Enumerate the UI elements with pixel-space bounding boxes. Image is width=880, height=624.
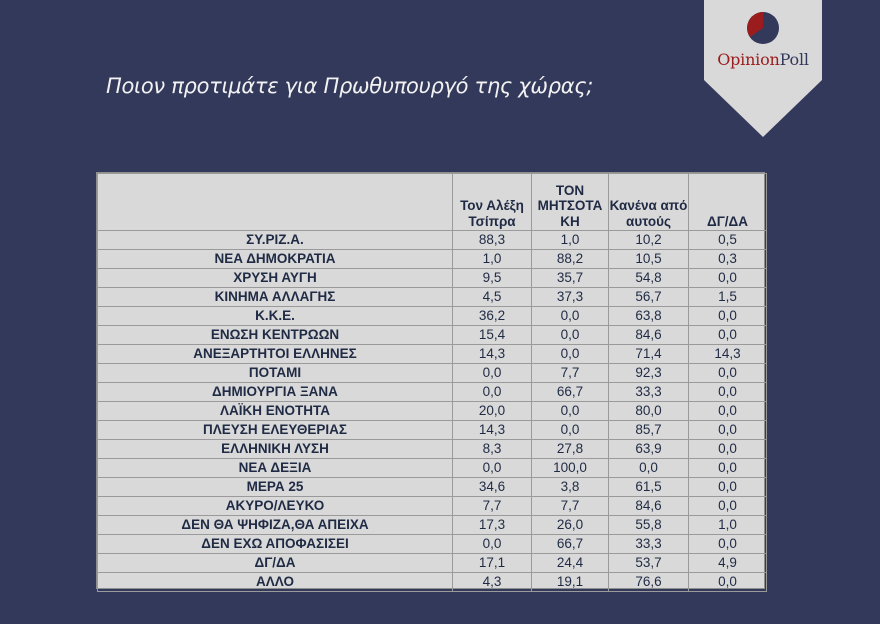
row-value: 66,7 bbox=[532, 535, 609, 554]
table-row bbox=[98, 402, 767, 421]
row-label: ΑΝΕΞΑΡΤΗΤΟΙ ΕΛΛΗΝΕΣ bbox=[98, 345, 453, 364]
row-value: 0,0 bbox=[453, 364, 532, 383]
row-value: 7,7 bbox=[532, 497, 609, 516]
row-value: 0,0 bbox=[689, 478, 767, 497]
row-value: 17,1 bbox=[453, 554, 532, 573]
logo-text-opinion: Opinion bbox=[717, 50, 780, 69]
table-row bbox=[98, 383, 767, 402]
row-value: 0,0 bbox=[532, 307, 609, 326]
table-row bbox=[98, 231, 767, 250]
row-value: 0,0 bbox=[453, 459, 532, 478]
row-value: 10,2 bbox=[609, 231, 689, 250]
row-value: 54,8 bbox=[609, 269, 689, 288]
row-value: 0,0 bbox=[689, 535, 767, 554]
table-row bbox=[98, 421, 767, 440]
row-value: 4,3 bbox=[453, 573, 532, 592]
header-tsipras: Τον Αλέξη Τσίπρα bbox=[453, 174, 532, 231]
row-label: ΔΕΝ ΘΑ ΨΗΦΙΖΑ,ΘΑ ΑΠΕΙΧΑ bbox=[98, 516, 453, 535]
row-label: ΕΝΩΣΗ ΚΕΝΤΡΩΩΝ bbox=[98, 326, 453, 345]
row-value: 36,2 bbox=[453, 307, 532, 326]
row-value: 0,0 bbox=[689, 364, 767, 383]
row-value: 20,0 bbox=[453, 402, 532, 421]
row-value: 4,5 bbox=[453, 288, 532, 307]
results-table-container bbox=[96, 172, 765, 589]
table-row bbox=[98, 307, 767, 326]
row-label: ΝΕΑ ΔΗΜΟΚΡΑΤΙΑ bbox=[98, 250, 453, 269]
row-value: 92,3 bbox=[609, 364, 689, 383]
row-value: 0,0 bbox=[689, 421, 767, 440]
row-value: 14,3 bbox=[453, 345, 532, 364]
logo-text-poll: Poll bbox=[779, 50, 809, 69]
header-none: Κανένα από αυτούς bbox=[609, 174, 689, 231]
table-row bbox=[98, 269, 767, 288]
logo-banner-icon bbox=[704, 0, 822, 138]
row-value: 34,6 bbox=[453, 478, 532, 497]
row-value: 0,0 bbox=[689, 383, 767, 402]
row-label: ΑΛΛΟ bbox=[98, 573, 453, 592]
table-row bbox=[98, 478, 767, 497]
row-value: 0,0 bbox=[689, 573, 767, 592]
row-value: 63,8 bbox=[609, 307, 689, 326]
row-value: 1,5 bbox=[689, 288, 767, 307]
row-value: 0,0 bbox=[532, 421, 609, 440]
row-value: 84,6 bbox=[609, 497, 689, 516]
page-title: Ποιον προτιμάτε για Πρωθυπουργό της χώρας; bbox=[106, 74, 594, 98]
table-row bbox=[98, 288, 767, 307]
row-value: 0,0 bbox=[689, 326, 767, 345]
row-value: 0,0 bbox=[453, 383, 532, 402]
row-value: 56,7 bbox=[609, 288, 689, 307]
row-value: 0,0 bbox=[532, 402, 609, 421]
row-value: 9,5 bbox=[453, 269, 532, 288]
row-value: 26,0 bbox=[532, 516, 609, 535]
row-value: 0,0 bbox=[689, 269, 767, 288]
row-value: 0,5 bbox=[689, 231, 767, 250]
row-value: 7,7 bbox=[453, 497, 532, 516]
table-row bbox=[98, 497, 767, 516]
row-value: 61,5 bbox=[609, 478, 689, 497]
table-row bbox=[98, 535, 767, 554]
table-row bbox=[98, 516, 767, 535]
table-row bbox=[98, 326, 767, 345]
row-label: ΠΛΕΥΣΗ ΕΛΕΥΘΕΡΙΑΣ bbox=[98, 421, 453, 440]
row-label: ΜΕΡΑ 25 bbox=[98, 478, 453, 497]
row-value: 88,3 bbox=[453, 231, 532, 250]
row-label: ΣΥ.ΡΙΖ.Α. bbox=[98, 231, 453, 250]
row-value: 24,4 bbox=[532, 554, 609, 573]
row-label: ΔΓ/ΔΑ bbox=[98, 554, 453, 573]
row-value: 76,6 bbox=[609, 573, 689, 592]
row-value: 0,0 bbox=[453, 535, 532, 554]
row-value: 1,0 bbox=[532, 231, 609, 250]
row-value: 10,5 bbox=[609, 250, 689, 269]
row-value: 0,3 bbox=[689, 250, 767, 269]
row-label: ΔΗΜΙΟΥΡΓΙΑ ΞΑΝΑ bbox=[98, 383, 453, 402]
table-header-row bbox=[98, 174, 767, 231]
row-value: 66,7 bbox=[532, 383, 609, 402]
row-value: 37,3 bbox=[532, 288, 609, 307]
row-value: 0,0 bbox=[689, 402, 767, 421]
results-table bbox=[97, 173, 767, 592]
row-value: 63,9 bbox=[609, 440, 689, 459]
row-value: 14,3 bbox=[689, 345, 767, 364]
row-value: 0,0 bbox=[689, 497, 767, 516]
row-value: 0,0 bbox=[689, 459, 767, 478]
row-value: 88,2 bbox=[532, 250, 609, 269]
row-value: 19,1 bbox=[532, 573, 609, 592]
row-value: 35,7 bbox=[532, 269, 609, 288]
header-party bbox=[98, 174, 453, 231]
row-value: 100,0 bbox=[532, 459, 609, 478]
row-label: ΧΡΥΣΗ ΑΥΓΗ bbox=[98, 269, 453, 288]
table-row bbox=[98, 364, 767, 383]
header-mitsotakis: ΤΟΝ ΜΗΤΣΟΤΑ ΚΗ bbox=[532, 174, 609, 231]
table-row bbox=[98, 459, 767, 478]
row-value: 71,4 bbox=[609, 345, 689, 364]
table-row bbox=[98, 345, 767, 364]
row-label: ΑΚΥΡΟ/ΛΕΥΚΟ bbox=[98, 497, 453, 516]
row-value: 53,7 bbox=[609, 554, 689, 573]
row-value: 7,7 bbox=[532, 364, 609, 383]
row-label: ΝΕΑ ΔΕΞΙΑ bbox=[98, 459, 453, 478]
row-value: 17,3 bbox=[453, 516, 532, 535]
row-value: 3,8 bbox=[532, 478, 609, 497]
row-label: Κ.Κ.Ε. bbox=[98, 307, 453, 326]
row-value: 15,4 bbox=[453, 326, 532, 345]
row-value: 0,0 bbox=[689, 307, 767, 326]
opinionpoll-logo bbox=[704, 0, 822, 138]
row-label: ΚΙΝΗΜΑ ΑΛΛΑΓΗΣ bbox=[98, 288, 453, 307]
row-value: 33,3 bbox=[609, 383, 689, 402]
table-row bbox=[98, 250, 767, 269]
row-value: 1,0 bbox=[453, 250, 532, 269]
row-value: 0,0 bbox=[609, 459, 689, 478]
row-value: 55,8 bbox=[609, 516, 689, 535]
row-value: 85,7 bbox=[609, 421, 689, 440]
row-value: 14,3 bbox=[453, 421, 532, 440]
row-value: 0,0 bbox=[532, 326, 609, 345]
row-label: ΕΛΛΗΝΙΚΗ ΛΥΣΗ bbox=[98, 440, 453, 459]
row-value: 0,0 bbox=[689, 440, 767, 459]
row-label: ΛΑΪΚΗ ΕΝΟΤΗΤΑ bbox=[98, 402, 453, 421]
row-value: 1,0 bbox=[689, 516, 767, 535]
row-label: ΠΟΤΑΜΙ bbox=[98, 364, 453, 383]
row-value: 80,0 bbox=[609, 402, 689, 421]
logo-text bbox=[704, 50, 822, 69]
row-value: 0,0 bbox=[532, 345, 609, 364]
row-value: 84,6 bbox=[609, 326, 689, 345]
row-value: 4,9 bbox=[689, 554, 767, 573]
row-value: 33,3 bbox=[609, 535, 689, 554]
table-row bbox=[98, 554, 767, 573]
row-label: ΔΕΝ ΕΧΩ ΑΠΟΦΑΣΙΣΕΙ bbox=[98, 535, 453, 554]
table-row bbox=[98, 440, 767, 459]
header-dkna: ΔΓ/ΔΑ bbox=[689, 174, 767, 231]
table-row bbox=[98, 573, 767, 592]
row-value: 8,3 bbox=[453, 440, 532, 459]
row-value: 27,8 bbox=[532, 440, 609, 459]
